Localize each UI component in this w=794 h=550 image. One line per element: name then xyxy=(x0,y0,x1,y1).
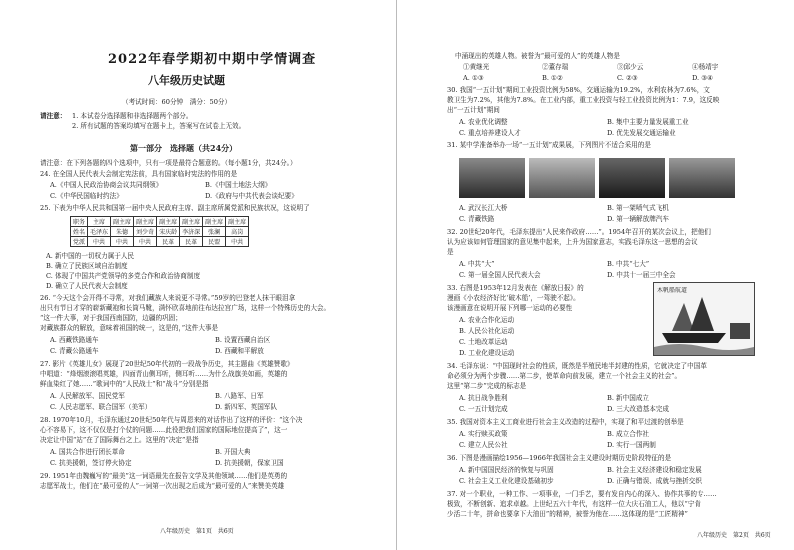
table-cell: 副主席 xyxy=(134,217,157,227)
part1-intro: 请注意：在下列各题的四个选项中，只有一项是最符合题意的。（每小题1分，共24分。） xyxy=(40,159,297,167)
option: C. ②③ xyxy=(617,74,638,82)
question-line: 决定让中国“站”在了国际舞台之上。这里的“决定”是指 xyxy=(40,436,199,444)
question-line: 该漫画意在说明开展下列哪一运动的必要性 xyxy=(447,304,573,312)
bridge-photo xyxy=(459,158,525,198)
notice-line: 2. 所有试题的答案均填写在题卡上，答案写在试卷上无效。 xyxy=(72,122,246,130)
option: D. 西藏和平解放 xyxy=(215,347,264,355)
question-line: 29. 1951年由魏巍写的“最美”这一词语最先在报告文学及其他领域……他们是英勇的 xyxy=(40,472,288,480)
option: ①黄继光 xyxy=(463,63,490,71)
question-line: 漫画《小农经济好比‘破木船’，一驾驶不起》。 xyxy=(447,294,580,302)
option: B. 中共“七大” xyxy=(607,260,650,268)
question-line: “这一件大事，对于我国西南国防，边疆的巩固； xyxy=(40,314,182,322)
table-cell: 刘少奇 xyxy=(134,227,157,237)
table-cell: 党派 xyxy=(71,237,88,247)
question-line: 命必须分为两个步骤……第二步，使革命向前发展，建立一个社会主义的社会”。 xyxy=(447,372,682,380)
option: C. 青藏铁路 xyxy=(459,215,495,223)
option: A. 新中国国民经济的恢复与巩固 xyxy=(459,466,554,474)
question-line: 这里“第二步”完成的标志是 xyxy=(447,382,527,390)
table-cell: 职务 xyxy=(71,217,88,227)
option: A. 新中国的一切权力属于人民 xyxy=(46,252,135,260)
option: C. 第一届全国人民代表大会 xyxy=(459,271,541,279)
question-stem: 25. 下表为中华人民共和国第一届中央人民政府主席、副主席所属党派和民族状况，这说明了 xyxy=(40,204,310,212)
option: B. 新中国成立 xyxy=(607,394,650,402)
table-cell: 中共 xyxy=(111,237,134,247)
option: A. 西藏铁路通车 xyxy=(50,336,99,344)
option: C. 抗美援朝，签订停火协定 xyxy=(50,459,132,467)
exam-info: （考试时间：60分钟 满分：50分） xyxy=(122,98,232,106)
option: C. 一五计划完成 xyxy=(459,405,508,413)
table-cell: 主席 xyxy=(88,217,111,227)
option: D. 确立了人民代表大会制度 xyxy=(46,282,128,290)
page-footer: 八年级历史 第2页 共6页 xyxy=(697,532,771,539)
option: D.《政府与中共代表会谈纪要》 xyxy=(205,192,298,200)
table-cell: 民革 xyxy=(157,237,180,247)
option: D. 三大改造基本完成 xyxy=(607,405,669,413)
table-cell: 副主席 xyxy=(226,217,249,227)
option: B. 八路军、日军 xyxy=(215,392,264,400)
question-line: 认为应该如何管理国家的意见集中起来，上升为国家意志，实践毛泽东这一思想的会议 xyxy=(447,238,698,246)
table-cell: 毛泽东 xyxy=(88,227,111,237)
table-cell: 张澜 xyxy=(203,227,226,237)
option: D. 工业化建设运动 xyxy=(459,349,515,357)
option: C. 体现了中国共产党领导的多党合作和政治协商制度 xyxy=(46,272,201,280)
question-line: 27. 影片《英雄儿女》展现了20世纪50年代初的一段战争历史，其主题曲《英雄赞歌》 xyxy=(40,360,294,368)
question-line: 对藏族群众的解放，意味着祖国的统一，这是的，”这件大事是 xyxy=(40,324,219,332)
option: D. 优先发展交通运输业 xyxy=(607,129,676,137)
option: A. ①③ xyxy=(463,74,484,82)
option: B. 集中主要力量发展重工业 xyxy=(607,118,689,126)
question-line: 37. 对一个职业，一种工作、一项事业，一门手艺，要有发自内心的深入、协作共事的专…… xyxy=(447,490,717,498)
table-cell: 副主席 xyxy=(203,217,226,227)
table-cell: 中共 xyxy=(226,237,249,247)
question-line: 28. 1970年10月，毛泽东通过20世纪50年代与周恩来的对话作出了这样的评价：“这个决 xyxy=(40,416,303,424)
option: C.《中华民国临时约法》 xyxy=(50,192,123,200)
truck-photo xyxy=(669,158,735,198)
question-line: 少活二十年，拼命也要拿下大油田”的精神，被誉为他在……这体现的是“工匠精神” xyxy=(447,510,688,518)
question-stem: 35. 我国对资本主义工商业进行社会主义改造的过程中，实现了和平过渡的创举是 xyxy=(447,418,684,426)
table-cell: 民革 xyxy=(180,237,203,247)
question-line: 教卫生为7.2%，其他为7.8%。在工业内部，重工业投资与轻工业投资比例为1：7.9，这反映 xyxy=(447,96,720,104)
exam-title: 2022年春学期初中期中学情调查 xyxy=(108,52,317,67)
question-line: 是 xyxy=(447,248,454,256)
option: D. 中共十一届三中全会 xyxy=(607,271,676,279)
question-line: 32. 20世纪20年代，毛泽东提出“人民来作政府……”。1954年召开的某次会议上，把他们 xyxy=(447,228,711,236)
option: B. 成立合作社 xyxy=(607,430,650,438)
table-cell: 朱德 xyxy=(111,227,134,237)
railway-photo xyxy=(599,158,665,198)
option: C. 土地改革运动 xyxy=(459,338,508,346)
option: A. 中共“大” xyxy=(459,260,495,268)
option: D. 第一辆解放牌汽车 xyxy=(607,215,669,223)
option: A. 抗日战争胜利 xyxy=(459,394,508,402)
option: B.《中国土地法大纲》 xyxy=(205,181,272,189)
cartoon-image xyxy=(653,282,755,356)
option: B. 人民公社化运动 xyxy=(459,327,515,335)
option: ②董存瑞 xyxy=(542,63,569,71)
option: C. 建立人民公社 xyxy=(459,441,508,449)
option: A. 武汉长江大桥 xyxy=(459,204,508,212)
option: A. 国共合作进行团长革命 xyxy=(50,448,125,456)
question-stem: 24. 在全国人民代表大会制定宪法前，具有国家临时宪法的作用的是 xyxy=(40,170,238,178)
option: ④杨靖宇 xyxy=(692,63,719,71)
option: B. 确立了民族区域自治制度 xyxy=(46,262,128,270)
option: A.《中国人民政治协商会议共同纲领》 xyxy=(50,181,163,189)
question-line: 中唱道：“烽烟滚滚唱英雄，四面青山侧耳听，侧耳听……为什么战旗美如画，英雄的 xyxy=(40,370,288,378)
option: B. ①② xyxy=(542,74,563,82)
option: C. 青藏公路通车 xyxy=(50,347,99,355)
question-line: 极致，不断创新、追求卓越。上世纪五六十年代，有这样一位大庆石油工人，他以“宁肯 xyxy=(447,500,701,508)
leaders-table xyxy=(70,216,249,247)
table-cell: 副主席 xyxy=(157,217,180,227)
table-row xyxy=(71,217,249,227)
option: ③邱少云 xyxy=(617,63,644,71)
jet-photo xyxy=(529,158,595,198)
question-line: 心不容易下，这不仅仅是打个仗的问题……此役把我们国家的国际地位提高了”，这一 xyxy=(40,426,288,434)
question-line: 出“一五计划”期间 xyxy=(447,106,500,114)
option: A. 农业合作化运动 xyxy=(459,316,515,324)
notice-label: 请注意： xyxy=(40,112,67,120)
question-line: 26. “今天这个会开得不寻常，对我们藏族人来说更不寻常。”59岁的巴登老人抹干眼泪拿 xyxy=(40,294,296,302)
option: A. 人民解放军、国民党军 xyxy=(50,392,125,400)
table-cell: 高岗 xyxy=(226,227,249,237)
exam-subtitle: 八年级历史试题 xyxy=(148,74,225,87)
part1-title: 第一部分 选择题（共24分） xyxy=(130,143,238,153)
table-cell: 李济深 xyxy=(180,227,203,237)
option: A. 实行赎买政策 xyxy=(459,430,508,438)
table-cell: 姓名 xyxy=(71,227,88,237)
question-line: 志愿军战士，他们在“最可爱的人”一词第一次出现之后成为“最可爱的人”来赞美英雄 xyxy=(40,482,285,490)
option: B. 社会主义经济建设和稳定发展 xyxy=(607,466,702,474)
option: D. ③④ xyxy=(692,74,714,82)
question-line: 33. 右图是1953年12月发表在《解放日报》的 xyxy=(447,284,584,292)
option: C. 重点培养建设人才 xyxy=(459,129,521,137)
table-cell: 副主席 xyxy=(111,217,134,227)
option: C. 社会主义工业化建设基础初步 xyxy=(459,477,554,485)
question-line: 34. 毛泽东说：“中国现时社会的性质，既然是半殖民地半封建的性质，它就决定了中国革 xyxy=(447,362,707,370)
option: B. 开国大典 xyxy=(215,448,251,456)
option: D. 抗美援朝，保家卫国 xyxy=(215,459,284,467)
option: D. 新四军、英国军队 xyxy=(215,403,277,411)
option: A. 农业优化调整 xyxy=(459,118,508,126)
question-line: 出只有节日才穿的崭新藏袍和长筒马靴，满怀欣喜地前往布达拉宫广场，这样一个特殊历史的大会。 xyxy=(40,304,331,312)
table-row xyxy=(71,237,249,247)
table-cell: 中共 xyxy=(88,237,111,247)
table-cell: 宋庆龄 xyxy=(157,227,180,237)
option: B. 第一架喷气式飞机 xyxy=(607,204,669,212)
table-cell: 副主席 xyxy=(180,217,203,227)
option: C. 人民志愿军、联合国军（美军） xyxy=(50,403,152,411)
notice-line: 1. 本试卷分选择题和非选择题两个部分。 xyxy=(72,112,193,120)
page-footer: 八年级历史 第1页 共6页 xyxy=(160,528,234,535)
question-stem: 31. 某中学准备举办一场“一五计划”成果展，下列图片不适合采用的是 xyxy=(447,141,651,149)
cartoon-caption: 木帆船航道 xyxy=(657,287,688,294)
question-stem: 36. 下图是漫画描绘1956—1966年我国社会主义建设时期历史阶段特征的是 xyxy=(447,454,672,462)
question-line: 鲜血染红了她……”歌词中的“人民战士”和“战斗”分别是指 xyxy=(40,380,209,388)
option: D. 正确与错误、成就与挫折交织 xyxy=(607,477,702,485)
option: D. 实行一国两制 xyxy=(607,441,656,449)
question-line: 30. 我国“一五计划”期间工业投资比例为58%，交通运输为19.2%，水利农林为7.6%，文 xyxy=(447,86,710,94)
table-row xyxy=(71,227,249,237)
right-page xyxy=(397,0,794,550)
table-cell: 民盟 xyxy=(203,237,226,247)
option: B. 设置西藏自治区 xyxy=(215,336,271,344)
question-line: 中涌现出的英雄人物。被誉为“最可爱的人”的英雄人物是 xyxy=(455,52,620,60)
table-cell: 中共 xyxy=(134,237,157,247)
